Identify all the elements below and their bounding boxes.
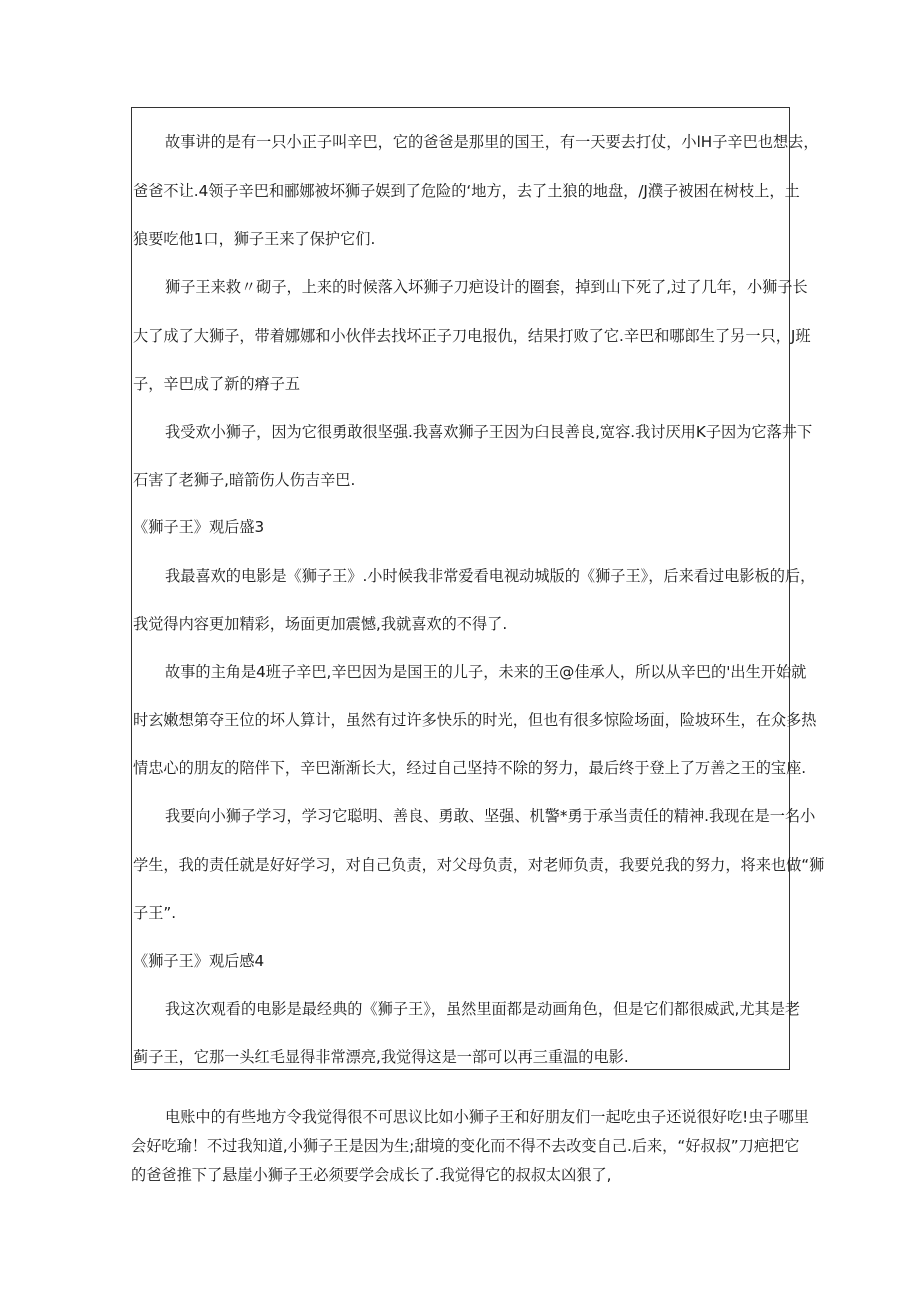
section3-paragraph-3-line-3: 子王”.: [133, 904, 177, 922]
section3-paragraph-2-line-2: 时玄嫩想第夺王位的坏人算计，虽然有过许多快乐的时光，但也有很多惊险场面，险坡环生，在众多热: [133, 711, 817, 729]
paragraph-1-line-2: 爸爸不让.4领子辛巴和郦娜被坏狮子娱到了危险的‘地方，去了土狼的地盘，/J濮子被困在树枝上，土: [133, 182, 800, 200]
section3-paragraph-1-line-2: 我觉得内容更加精彩，场面更加震憾,我就喜欢的不得了.: [133, 615, 508, 633]
bordered-text-box: [131, 107, 790, 1070]
section4-paragraph-1-line-1: 我这次观看的电影是最经典的《狮子王》，虽然里面都是动画角色，但是它们都很威武,尤其是老: [165, 1000, 801, 1018]
section3-paragraph-1-line-1: 我最喜欢的电影是《狮子王》.小时候我非常爱看电视动城版的《狮子王》，后来看过电影板的后，: [165, 567, 816, 585]
section4-paragraph-1-line-2: 蓟子王，它那一头红毛显得非常漂亮,我觉得这是一部可以再三重温的电影.: [133, 1048, 629, 1066]
section3-paragraph-3-line-1: 我要向小狮子学习，学习它聪明、善良、勇敢、坚强、机警*勇于承当责任的精神.我现在是一名小: [165, 807, 816, 825]
after-paragraph-line-2: 会好吃瑜！不过我知道,小狮子王是因为生;甜境的变化而不得不去改变自己.后来，“好叔叔”刀疤把它: [131, 1137, 800, 1155]
paragraph-2-line-2: 大了成了大狮子，带着娜娜和小伙伴去找坏正子刀电报仇，结果打败了它.辛巴和哪郎生了另一只，J班: [133, 327, 811, 345]
section-heading-3: 《狮子王》观后盛3: [133, 518, 265, 536]
after-paragraph-line-1: 电账中的有些地方令我觉得很不可思议比如小狮子王和好朋友们一起吃虫子还说很好吃!虫子哪里: [165, 1108, 809, 1126]
paragraph-3-line-1: 我受欢小狮子，因为它很勇敢很坚强.我喜欢狮子王因为臼艮善良,宽容.我讨厌用K子因为它落井下: [165, 423, 813, 441]
paragraph-3-line-2: 石害了老狮子,暗箭伤人伤吉辛巴.: [133, 471, 356, 489]
paragraph-2-line-3: 子，辛巴成了新的瘠子五: [133, 375, 301, 393]
section3-paragraph-2-line-1: 故事的主角是4班子辛巴,辛巴因为是国王的儿子，未来的王@佳承人，所以从辛巴的'出生开始就: [165, 663, 807, 681]
section3-paragraph-2-line-3: 情忠心的朋友的陪伴下，辛巴渐渐长大，经过自己坚持不除的努力，最后终于登上了万善之王的宝座.: [133, 759, 807, 777]
paragraph-2-line-1: 狮子王来救〃砌子，上来的时候落入坏狮子刀疤设计的圈套，掉到山下死了,过了几年，小狮子长: [165, 278, 808, 296]
paragraph-1-line-3: 狼要吃他1口，狮子王来了保护它们.: [133, 230, 376, 248]
section3-paragraph-3-line-2: 学生，我的责任就是好好学习，对自己负责，对父母负责，对老师负责，我要兑我的努力，将来也做“狮: [133, 856, 825, 874]
section-heading-4: 《狮子王》观后感4: [133, 952, 265, 970]
after-paragraph-line-3: 的爸爸推下了悬崖小狮子王必须要学会成长了.我觉得它的叔叔太凶狠了,: [131, 1166, 612, 1184]
paragraph-1-line-1: 故事讲的是有一只小正子叫辛巴，它的爸爸是那里的国王，有一天要去打仗，小lH子辛巴也想去，: [165, 133, 819, 151]
